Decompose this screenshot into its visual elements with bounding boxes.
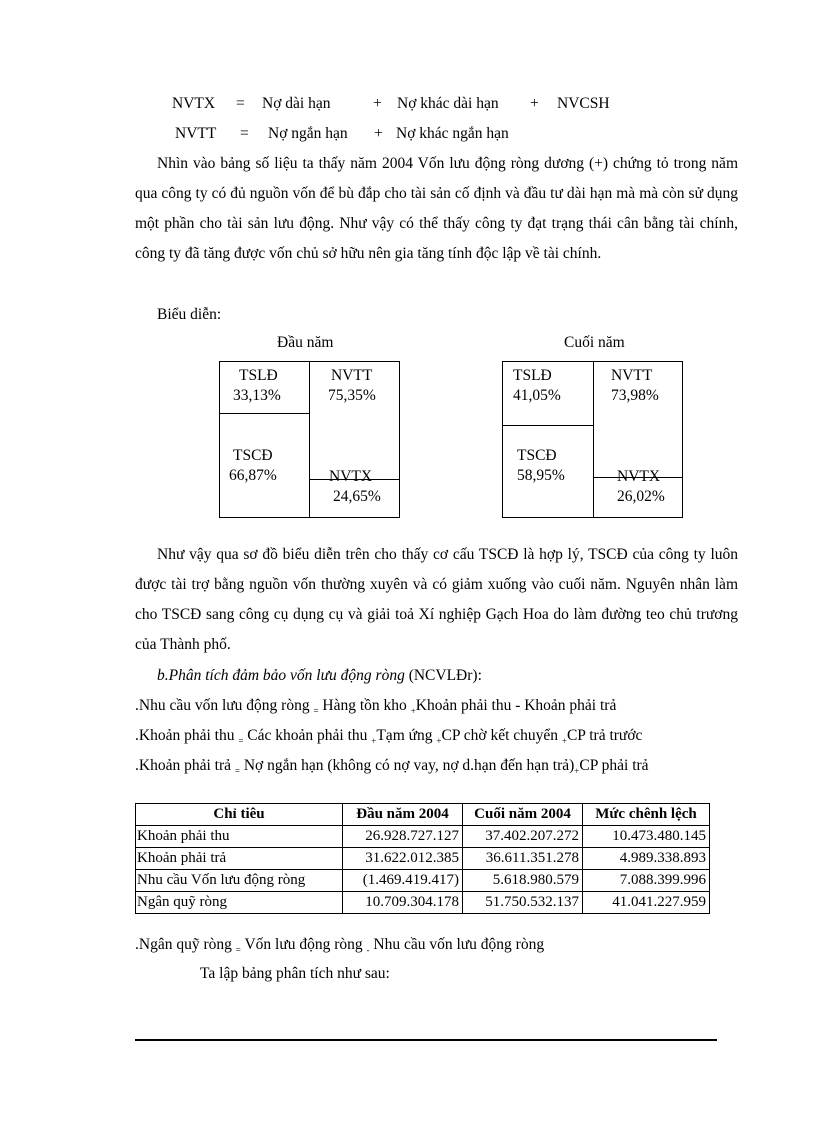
diagram-end-tscd-value: 58,95% <box>517 467 565 484</box>
working-capital-table <box>135 803 710 914</box>
diagram-end-tsld-label: TSLĐ <box>513 367 552 384</box>
def-op: + <box>561 736 567 746</box>
table-cell: 37.402.207.272 <box>463 826 583 848</box>
table-cell: 4.989.338.893 <box>583 848 710 870</box>
def-lhs: .Khoản phải thu <box>135 727 235 744</box>
formula-term: Nợ khác ngắn hạn <box>396 125 509 142</box>
def-eq: = <box>313 706 319 716</box>
section-b-heading <box>157 667 482 685</box>
table-cell: Ngân quỹ ròng <box>136 892 343 914</box>
table-cell: 26.928.727.127 <box>343 826 463 848</box>
diagram-start-title: Đầu năm <box>277 334 334 351</box>
def-eq: = <box>238 736 244 746</box>
diagram-start-tscd-label: TSCĐ <box>233 447 273 464</box>
table-cell: 51.750.532.137 <box>463 892 583 914</box>
net-treasury-formula <box>135 936 544 955</box>
formula-term: Nhu cầu vốn lưu động ròng <box>373 936 545 953</box>
formula-lhs: .Ngân quỹ ròng <box>135 936 232 953</box>
def-working-capital-need <box>135 697 616 716</box>
table-cell: 31.622.012.385 <box>343 848 463 870</box>
def-term: Hàng tồn kho <box>322 697 407 714</box>
def-term: Các khoản phải thu <box>247 727 368 744</box>
diagram-start-nvtx-label: NVTX <box>329 468 373 485</box>
formula-term: Nợ ngắn hạn <box>268 125 348 142</box>
def-op: + <box>410 706 416 716</box>
table-row <box>136 892 710 914</box>
def-op: + <box>574 766 580 776</box>
table-header-row <box>136 804 710 826</box>
paragraph-cash-position: Nhìn vào bảng số liệu ta thấy năm 2004 Vốn lưu động ròng dương (+) chứng tỏ trong năm qua công ty có đủ nguồn vốn để bù đắp cho tài sản cố định và đầu tư dài hạn mà mà còn sử dụng một phần cho tài sản lưu động. Như vậy có thể thấy công ty đạt trạng thái cân bằng tài chính, công ty đã tăng được vốn chủ sở hữu nên gia tăng tính độc lập về tài chính. <box>135 155 738 262</box>
formula-nvtt-lhs: NVTT <box>175 125 217 142</box>
diagram-divider <box>593 361 594 518</box>
table-row <box>136 870 710 892</box>
diagram-end-nvtx-value: 26,02% <box>617 488 665 505</box>
diagram-divider <box>309 361 310 518</box>
section-b-suffix: (NCVLĐr): <box>404 667 482 684</box>
def-term: CP trả trước <box>566 727 643 744</box>
formula-op: + <box>373 95 382 112</box>
def-term: Khoản phải thu - Khoản phải trả <box>415 697 617 714</box>
table-cell: 5.618.980.579 <box>463 870 583 892</box>
formula-op: + <box>374 125 383 142</box>
table-row <box>136 826 710 848</box>
def-op: + <box>436 736 442 746</box>
table-header-cell: Cuối năm 2004 <box>463 804 583 826</box>
table-cell: 41.041.227.959 <box>583 892 710 914</box>
def-lhs: .Nhu cầu vốn lưu động ròng <box>135 697 310 714</box>
def-term: CP phải trả <box>579 757 649 774</box>
diagram-end-tsld-value: 41,05% <box>513 387 561 404</box>
diagram-end-nvtt-value: 73,98% <box>611 387 659 404</box>
bieu-dien-label: Biểu diễn: <box>157 306 222 323</box>
diagram-end-tscd-label: TSCĐ <box>517 447 557 464</box>
formula-eq: = <box>240 125 249 142</box>
def-term: Nợ ngắn hạn (không có nợ vay, nợ d.hạn đến hạn trả) <box>243 757 575 774</box>
diagram-start-nvtt-label: NVTT <box>331 367 373 384</box>
diagram-start-tscd-value: 66,87% <box>229 467 277 484</box>
formula-op: + <box>530 95 539 112</box>
diagram-end-nvtt-label: NVTT <box>611 367 653 384</box>
formula-term: Vốn lưu động ròng <box>244 936 363 953</box>
table-cell: Khoản phải trả <box>136 848 343 870</box>
table-row <box>136 848 710 870</box>
table-cell: 10.709.304.178 <box>343 892 463 914</box>
formula-term: NVCSH <box>557 95 610 112</box>
table-cell: Nhu cầu Vốn lưu động ròng <box>136 870 343 892</box>
def-receivables <box>135 727 642 746</box>
diagram-end-title: Cuối năm <box>564 334 625 351</box>
table-cell: Khoản phải thu <box>136 826 343 848</box>
table-header-cell: Mức chênh lệch <box>583 804 710 826</box>
closing-sentence: Ta lập bảng phân tích như sau: <box>200 965 390 982</box>
diagram-start-tsld-label: TSLĐ <box>239 367 278 384</box>
formula-nvtx <box>172 95 215 113</box>
formula-term: Nợ khác dài hạn <box>397 95 499 112</box>
section-b-title: b.Phân tích đảm bảo vốn lưu động ròng <box>157 667 405 684</box>
def-eq: = <box>234 766 240 776</box>
diagram-end-nvtx-label: NVTX <box>617 468 661 485</box>
table-header-cell: Chỉ tiêu <box>136 804 343 826</box>
table-cell: (1.469.419.417) <box>343 870 463 892</box>
def-term: CP chờ kết chuyển <box>441 727 559 744</box>
table-header-cell: Đầu năm 2004 <box>343 804 463 826</box>
diagram-start-nvtt-value: 75,35% <box>328 387 376 404</box>
formula-lhs: NVTX <box>172 95 216 112</box>
table-cell: 7.088.399.996 <box>583 870 710 892</box>
table-cell: 10.473.480.145 <box>583 826 710 848</box>
paragraph-diagram-analysis: Như vậy qua sơ đồ biểu diễn trên cho thấy cơ cấu TSCĐ là hợp lý, TSCĐ của công ty luôn được tài trợ bằng nguồn vốn thường xuyên và có giảm xuống vào cuối năm. Nguyên nhân làm cho TSCĐ sang công cụ dụng cụ và giải toả Xí nghiệp Gạch Hoa do làm đường teo chủ trương của Thành phố. <box>135 546 738 653</box>
formula-op: - <box>366 945 370 955</box>
diagram-start-asset-split <box>219 413 310 414</box>
def-lhs: .Khoản phải trả <box>135 757 231 774</box>
diagram-end-asset-split <box>502 425 594 426</box>
def-term: Tạm ứng <box>376 727 433 744</box>
footer-rule <box>135 1039 717 1041</box>
formula-term: Nợ dài hạn <box>262 95 331 112</box>
def-payables <box>135 757 649 776</box>
diagram-start-tsld-value: 33,13% <box>233 387 281 404</box>
def-op: + <box>371 736 377 746</box>
formula-eq: = <box>235 945 241 955</box>
table-cell: 36.611.351.278 <box>463 848 583 870</box>
formula-eq: = <box>236 95 245 112</box>
diagram-start-nvtx-value: 24,65% <box>333 488 381 505</box>
